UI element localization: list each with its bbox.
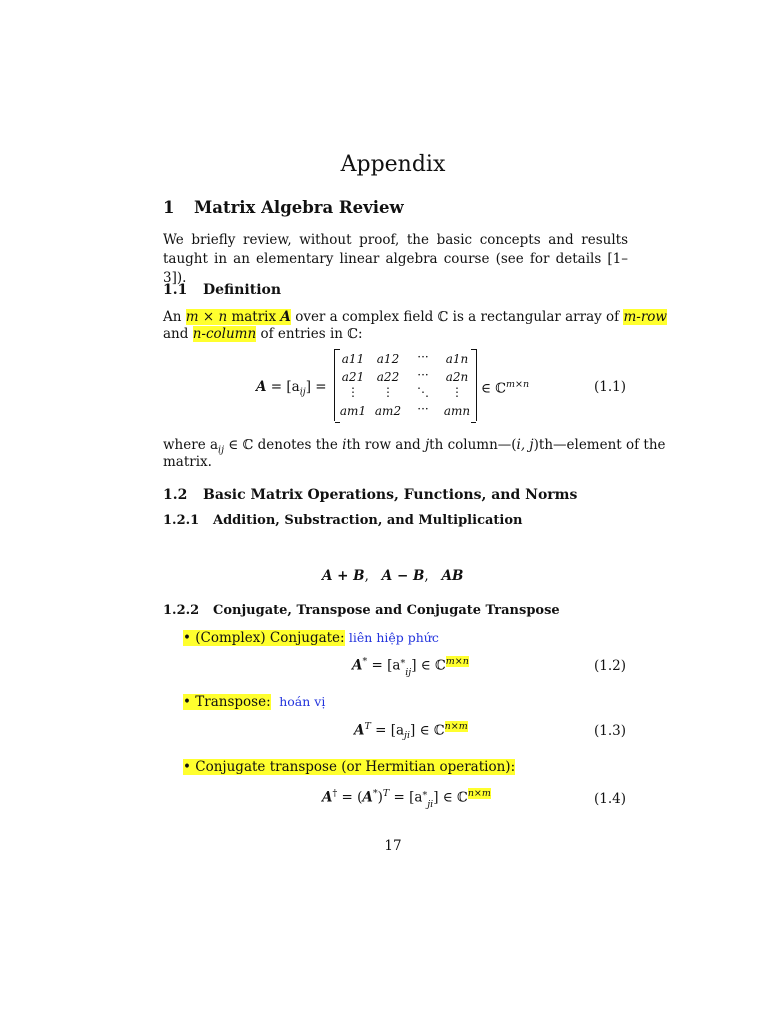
text: )th—element of the (533, 437, 666, 453)
section-title: Matrix Algebra Review (194, 198, 404, 217)
intro-paragraph: We briefly review, without proof, the basic concepts and results taught in an elementary linear algebra course (see for details [1–3]). (163, 232, 628, 286)
matrix-entry: ⋮ (382, 385, 394, 399)
superscript: * (400, 658, 406, 669)
equation-number: (1.2) (593, 658, 626, 674)
matrix-entry: am2 (374, 404, 402, 418)
separator: , (364, 568, 369, 584)
superscript: * (362, 656, 368, 667)
definition-after-line-2: matrix. (163, 454, 212, 470)
superscript: * (422, 790, 428, 801)
text: An (163, 309, 182, 325)
superscript: T (364, 721, 371, 732)
term: AB (441, 568, 464, 584)
bullet-label: Transpose: (195, 694, 271, 710)
subsection-heading-definition (163, 282, 281, 298)
matrix-entry: ⋱ (417, 385, 429, 399)
subsubsection-number: 1.2.2 (163, 603, 200, 618)
section-heading (163, 198, 404, 217)
matrix-entry: a1n (445, 352, 469, 366)
symbol-A: A (256, 379, 267, 395)
text: of entries in ℂ: (260, 326, 363, 342)
superscript: m×n (506, 379, 530, 390)
subsection-number: 1.2 (163, 487, 188, 503)
bullet-label: (Complex) Conjugate: (195, 630, 345, 646)
bullet-label: Conjugate transpose (or Hermitian operation): (195, 759, 516, 775)
subsection-title: Basic Matrix Operations, Functions, and Norms (203, 487, 578, 503)
equation-number: (1.1) (593, 379, 626, 395)
subsubsection-heading-addition (163, 513, 522, 528)
text: ) (377, 789, 383, 806)
matrix-entry: am1 (339, 404, 367, 418)
text: j (424, 437, 430, 453)
highlight-ncol: n-column (192, 326, 257, 342)
matrix-entry: a2n (445, 370, 469, 384)
equation-number: (1.4) (593, 791, 626, 807)
highlight-mrow: m-row (623, 309, 667, 325)
section-number: 1 (163, 198, 175, 217)
bullet-conjugate: • (Complex) Conjugate: liên hiệp phức (183, 630, 439, 646)
page-number: 17 (384, 838, 402, 854)
subsection-title: Definition (203, 282, 282, 298)
text: = ( (337, 789, 363, 806)
text: ∈ ℂ (481, 380, 507, 397)
highlight-dimension: n×m (444, 721, 468, 732)
matrix-entry: ⋮ (451, 385, 463, 399)
highlight-mn: m × n (185, 309, 228, 325)
equation-1-3 (354, 721, 468, 741)
highlight-dimension: m×n (445, 656, 469, 667)
superscript: † (332, 788, 338, 799)
text: ] ∈ ℂ (410, 722, 445, 739)
matrix-entry: amn (443, 404, 471, 418)
term: A + B (322, 568, 365, 584)
symbol-A: A (352, 657, 363, 674)
definition-line-2 (163, 325, 628, 344)
subsubsection-title: Conjugate, Transpose and Conjugate Transpose (213, 603, 560, 618)
text: th column—( (429, 437, 517, 453)
text: where a (163, 437, 219, 453)
text: ] = (305, 379, 327, 395)
equation-1-1-rhs (481, 379, 529, 397)
subscript: ij (299, 386, 306, 398)
subsection-heading-ops (163, 487, 577, 503)
text: = [a (367, 657, 401, 674)
superscript: T (382, 788, 390, 799)
matrix-entry: ··· (417, 350, 429, 364)
equation-1-4 (322, 788, 491, 810)
highlight-dimension: n×m (467, 788, 491, 799)
text: = [a (389, 789, 423, 806)
equation-number: (1.3) (593, 723, 626, 739)
matrix-entry: a21 (341, 370, 365, 384)
text: th row and (346, 437, 425, 453)
matrix-entry: ··· (417, 402, 429, 416)
subsection-number: 1.1 (163, 282, 188, 298)
symbol-A: A (322, 789, 333, 806)
bullet-transpose: • Transpose: hoán vị (183, 694, 326, 710)
text: and (163, 326, 189, 342)
highlight-A: A (280, 309, 291, 325)
matrix-A (334, 349, 477, 421)
matrix-entry: a11 (341, 352, 365, 366)
operations-equation (322, 568, 463, 584)
text: = [a (370, 722, 405, 739)
separator: , (424, 568, 429, 584)
subsubsection-title: Addition, Substraction, and Multiplication (213, 513, 523, 528)
matrix-entry: a12 (376, 352, 400, 366)
text: = [a (266, 379, 300, 395)
equation-1-2 (352, 656, 469, 678)
subsubsection-heading-conjugate (163, 603, 560, 618)
text: i, j (516, 437, 534, 453)
superscript: * (372, 788, 378, 799)
text: ∈ ℂ denotes the (224, 437, 343, 453)
text: ] ∈ ℂ (433, 789, 468, 806)
subsubsection-number: 1.2.1 (163, 513, 200, 528)
subscript: ij (218, 444, 225, 456)
subscript: ij (405, 667, 412, 679)
text: i (342, 437, 347, 453)
text: over a complex field ℂ is a rectangular array of (295, 309, 620, 325)
annotation-note: hoán vị (279, 694, 326, 709)
matrix-entry: ··· (417, 368, 429, 382)
page-title: Appendix (340, 152, 446, 177)
equation-1-1-lhs (256, 379, 327, 398)
matrix-entry: ⋮ (347, 385, 359, 399)
symbol-A: A (362, 789, 373, 806)
matrix-entry: a22 (376, 370, 400, 384)
text: ] ∈ ℂ (411, 657, 446, 674)
subscript: ji (427, 799, 434, 811)
bullet-hermitian: • Conjugate transpose (or Hermitian operation): (183, 759, 516, 775)
symbol-A: A (354, 722, 365, 739)
annotation-note: liên hiệp phức (348, 630, 439, 645)
subscript: ji (404, 730, 411, 742)
term: A − B (381, 568, 425, 584)
highlight-matrix: matrix (231, 309, 277, 325)
